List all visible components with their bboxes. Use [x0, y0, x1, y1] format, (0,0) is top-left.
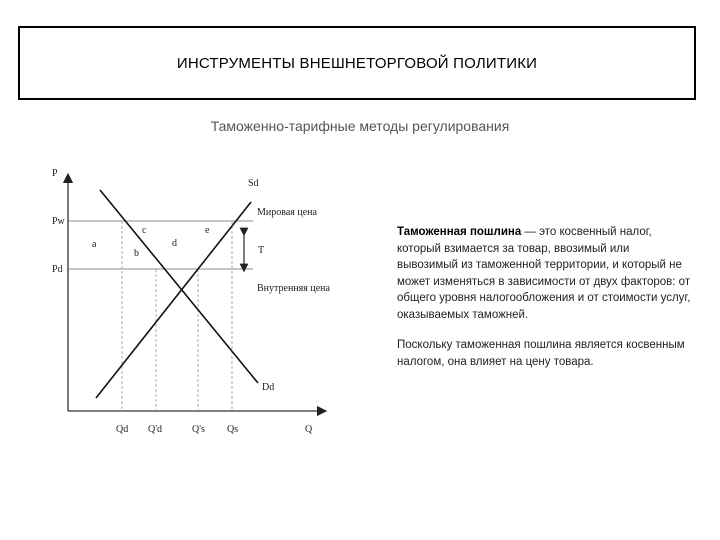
description [397, 224, 692, 384]
q-label-qd: Qd [116, 424, 129, 435]
supply-label: Sd [248, 178, 259, 189]
area-label-e: e [205, 225, 210, 236]
pw-label: Pw [52, 216, 65, 227]
domestic-price-label: Внутренняя цена [257, 283, 330, 294]
area-label-d: d [172, 238, 177, 249]
definition-paragraph [397, 224, 692, 323]
page-title: ИНСТРУМЕНТЫ ВНЕШНЕТОРГОВОЙ ПОЛИТИКИ [176, 54, 538, 72]
x-axis-label: Q [305, 424, 313, 435]
demand-label: Dd [262, 382, 275, 393]
y-axis-label: P [52, 168, 58, 179]
q-label-qd-prime: Q'd [148, 424, 163, 435]
area-label-b: b [134, 248, 139, 259]
definition-text: — это косвенный налог, который взимается за товар, ввозимый или вывозимый из таможенной территории, и который не может изменяться в зависимости от двух факторов: от общего уровня налогообложения и от стоимости услуг, оказываемых таможней. [397, 226, 691, 321]
tariff-label: T [258, 245, 265, 256]
note-paragraph: Поскольку таможенная пошлина является косвенным налогом, она влияет на цену товара. [397, 339, 685, 368]
demand-curve [100, 190, 258, 383]
pd-label: Pd [52, 264, 63, 275]
world-price-label: Мировая цена [257, 207, 317, 218]
area-label-c: c [142, 225, 147, 236]
definition-term: Таможенная пошлина [397, 226, 522, 238]
q-label-qs: Qs [227, 424, 239, 435]
q-label-qs-prime: Q's [192, 424, 205, 435]
supply-curve [96, 202, 251, 398]
area-label-a: a [92, 239, 97, 250]
page-subtitle: Таможенно-тарифные методы регулирования [210, 118, 510, 134]
